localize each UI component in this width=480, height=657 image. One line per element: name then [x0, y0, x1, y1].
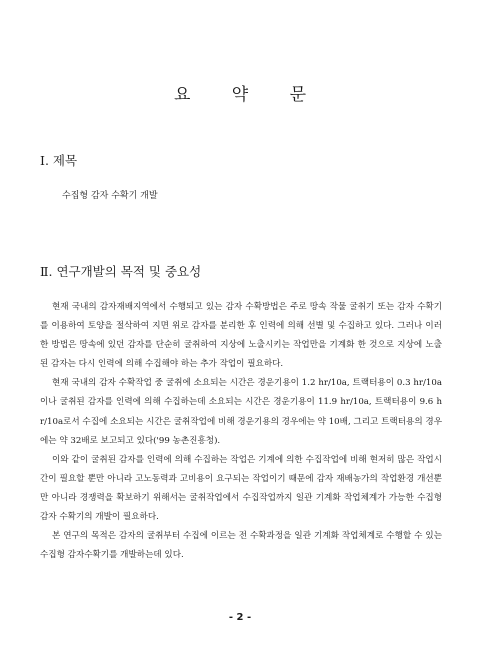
section-1-heading: Ⅰ. 제목	[40, 153, 78, 168]
page-title: 요 약 문	[173, 85, 325, 105]
page-number: - 2 -	[228, 612, 252, 623]
section-2-heading: Ⅱ. 연구개발의 목적 및 중요성	[40, 264, 202, 279]
paragraph-1: 현재 국내의 감자재배지역에서 수행되고 있는 감자 수확방법은 주로 땅속 작물 굴취기 또는 감자 수확기를 이용하여 토양을 절삭하여 지면 위로 감자를 분리한 후 인력에 의해 선별 및 수집하고 있다. 그러나 이러한 방법은 땅속에 있던 감자를 단순히 굴취하여 지상에 노출시키는 작업만을 기계화 한 것으로 지상에 노출된 감자는 다시 인력에 의해 수집해야 하는 추가 작업이 필요하다.	[40, 302, 442, 370]
section-2-body	[40, 298, 442, 565]
paragraph-4: 본 연구의 목적은 감자의 굴취부터 수집에 이르는 전 수확과정을 일관 기계화 작업체계로 수행할 수 있는 수집형 감자수확기를 개발하는데 있다.	[40, 531, 442, 561]
paragraph-3: 이와 같이 굴취된 감자를 인력에 의해 수집하는 작업은 기계에 의한 수집작업에 비해 현저히 많은 작업시간이 필요할 뿐만 아니라 고노동력과 고비용이 요구되는 작업이기 때문에 감자 재배농가의 작업환경 개선뿐만 아니라 경쟁력을 확보하기 위해서는 굴취작업에서 수집작업까지 일관 기계화 작업체계가 가능한 수집형 감자 수확기의 개발이 필요하다.	[40, 454, 442, 523]
project-subject: 수집형 감자 수확기 개발	[62, 191, 158, 201]
paragraph-2: 현재 국내의 감자 수확작업 중 굴취에 소요되는 시간은 경운기용이 1.2 hr/10a, 트랙터용이 0.3 hr/10a이나 굴취된 감자를 인력에 의해 수집하는데 소요되는 시간은 경운기용이 11.9 hr/10a, 트랙터용이 9.6 hr/10a로서 수집에 소요되는 시간은 굴취작업에 비해 경운기용의 경우에는 약 10배, 그리고 트랙터용의 경우에는 약 32배로 보고되고 있다('99 농촌진흥청).	[40, 378, 442, 446]
